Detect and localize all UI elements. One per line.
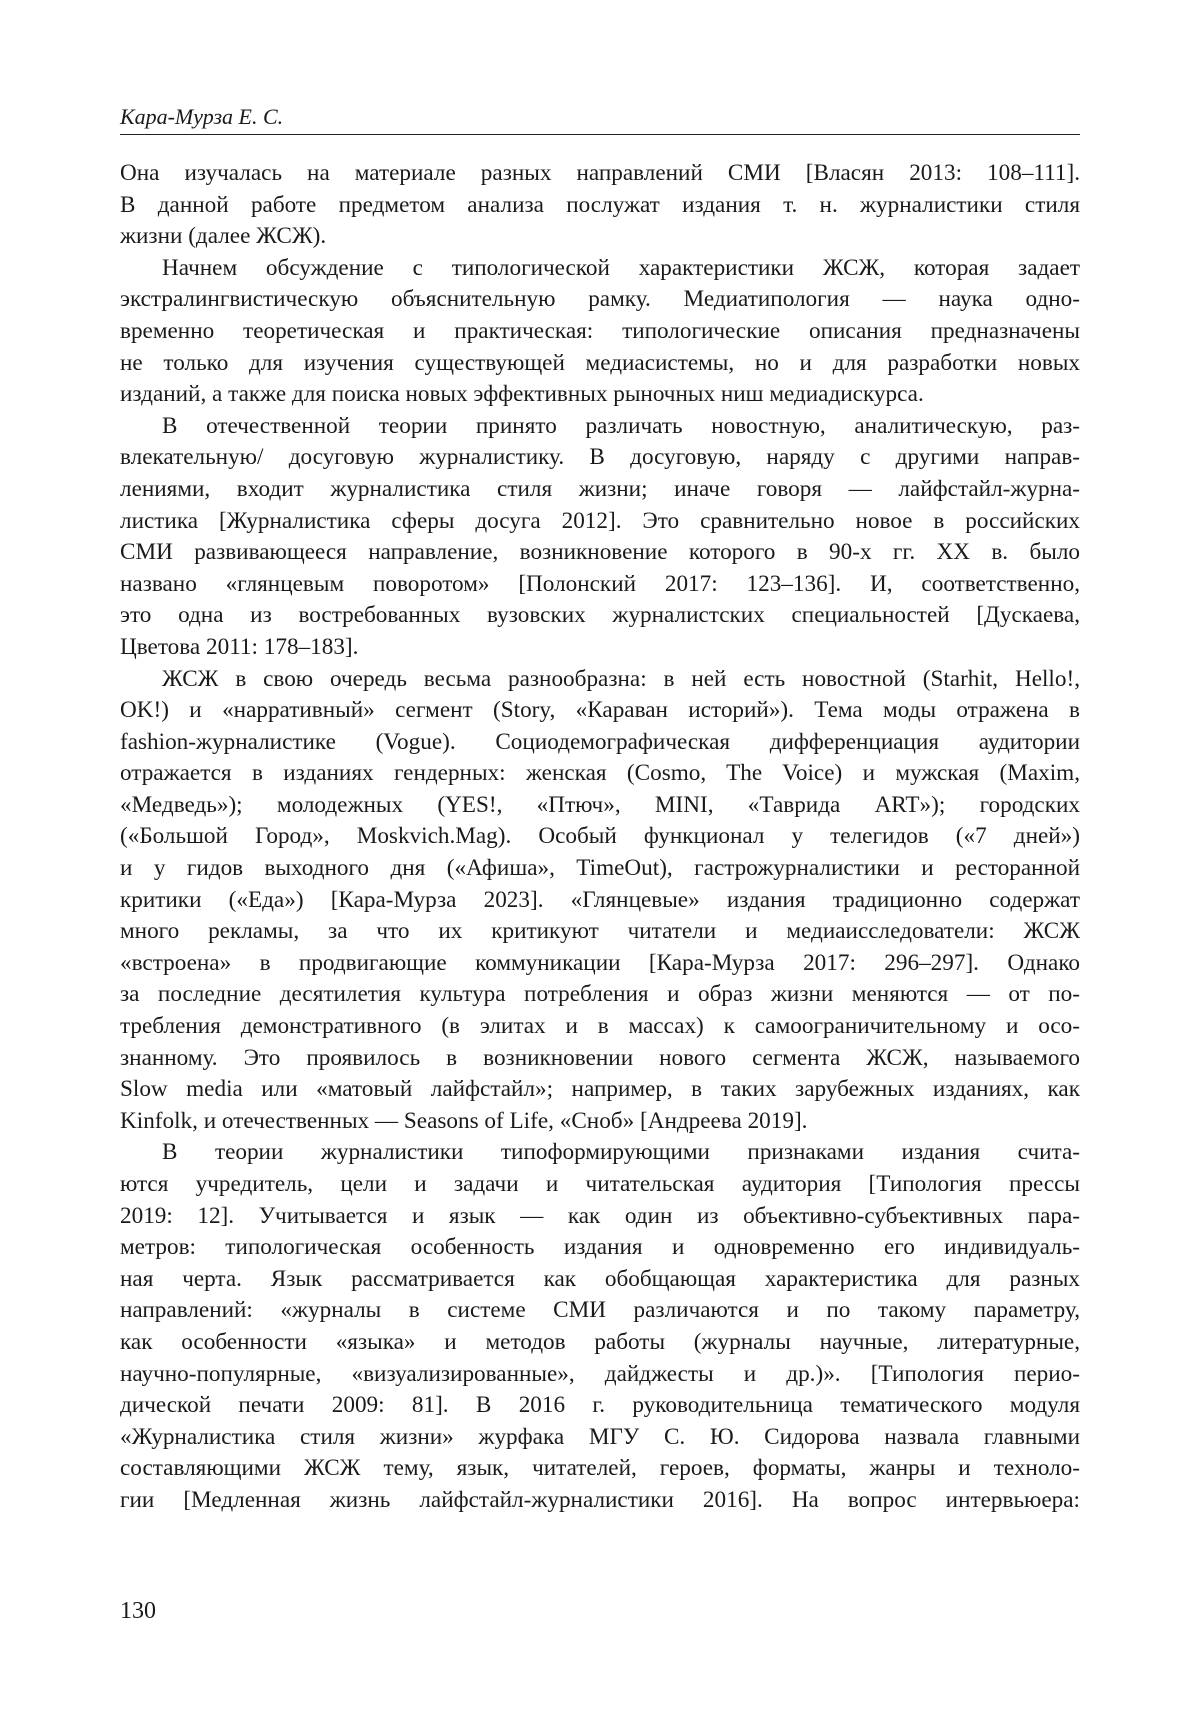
- text-line: как особенности «языка» и методов работы (журналы научные, литературные,: [120, 1328, 1080, 1355]
- text-line: временно теоретическая и практическая: типологические описания предназначены: [120, 317, 1080, 344]
- running-head: Кара-Мурза Е. С.: [120, 104, 284, 129]
- text-line: дической печати 2009: 81]. В 2016 г. руководительница тематического модуля: [120, 1392, 1080, 1419]
- text-line: «Журналистика стиля жизни» журфака МГУ С. Ю. Сидорова назвала главными: [120, 1423, 1080, 1450]
- text-line: листика [Журналистика сферы досуга 2012]. Это сравнительно новое в российских: [120, 507, 1080, 534]
- text-line: В данной работе предметом анализа послужат издания т. н. журналистики стиля: [120, 191, 1080, 218]
- text-line: OK!) и «нарративный» сегмент (Story, «Караван историй»). Тема моды отражена в: [120, 697, 1080, 724]
- text-line: ЖСЖ в свою очередь весьма разнообразна: в ней есть новостной (Starhit, Hello!,: [162, 665, 1080, 692]
- text-line: изданий, а также для поиска новых эффективных рыночных ниш медиадискурса.: [120, 381, 924, 408]
- header-rule: [120, 134, 1080, 135]
- text-line: СМИ развивающееся направление, возникновение которого в 90-х гг. XX в. было: [120, 539, 1080, 566]
- text-line: Slow media или «матовый лайфстайл»; например, в таких зарубежных изданиях, как: [120, 1076, 1080, 1103]
- text-line: влекательную/ досуговую журналистику. В досуговую, наряду с другими направ-: [120, 444, 1080, 471]
- page-number: 130: [120, 1598, 156, 1624]
- text-line: названо «глянцевым поворотом» [Полонский 2017: 123–136]. И, соответственно,: [120, 570, 1080, 597]
- text-line: метров: типологическая особенность издания и одновременно его индивидуаль-: [120, 1234, 1080, 1261]
- text-line: за последние десятилетия культура потребления и образ жизни меняются — от по-: [120, 981, 1080, 1008]
- text-line: жизни (далее ЖСЖ).: [120, 223, 327, 250]
- text-line: («Большой Город», Moskvich.Mag). Особый функционал у телегидов («7 дней»): [120, 823, 1080, 850]
- text-line: Цветова 2011: 178–183].: [120, 633, 359, 660]
- text-line: много рекламы, за что их критикуют читатели и медиаисследователи: ЖСЖ: [120, 918, 1080, 945]
- text-line: ются учредитель, цели и задачи и читательская аудитория [Типология прессы: [120, 1171, 1080, 1197]
- text-line: «встроена» в продвигающие коммуникации [Кара-Мурза 2017: 296–297]. Однако: [120, 949, 1080, 976]
- text-line: 2019: 12]. Учитывается и язык — как один из объективно-субъективных пара-: [120, 1202, 1080, 1229]
- text-line: экстралингвистическую объяснительную рамку. Медиатипология — наука одно-: [120, 286, 1080, 313]
- text-line: «Медведь»); молодежных (YES!, «Птюч», MINI, «Таврида ART»); городских: [120, 791, 1080, 818]
- text-line: ная черта. Язык рассматривается как обобщающая характеристика для разных: [120, 1265, 1080, 1292]
- text-line: и у гидов выходного дня («Афиша», TimeOut), гастрожурналистики и ресторанной: [120, 855, 1080, 882]
- text-line: знанному. Это проявилось в возникновении нового сегмента ЖСЖ, называемого: [120, 1044, 1080, 1071]
- text-line: Она изучалась на материале разных направлений СМИ [Власян 2013: 108–111].: [120, 160, 1080, 186]
- body-text: [120, 158, 1080, 1517]
- text-line: отражается в изданиях гендерных: женская (Cosmo, The Voice) и мужская (Maxim,: [120, 760, 1080, 787]
- text-line: критики («Еда») [Кара-Мурза 2023]. «Глянцевые» издания традиционно содержат: [120, 886, 1080, 913]
- text-line: гии [Медленная жизнь лайфстайл-журналистики 2016]. На вопрос интервьюера:: [120, 1486, 1080, 1513]
- text-line: составляющими ЖСЖ тему, язык, читателей, героев, форматы, жанры и техноло-: [120, 1455, 1080, 1482]
- text-line: лениями, входит журналистика стиля жизни; иначе говоря — лайфстайл-журна-: [120, 475, 1080, 502]
- text-line: научно-популярные, «визуализированные», дайджесты и др.)». [Типология перио-: [120, 1360, 1080, 1387]
- text-line: fashion-журналистике (Vogue). Социодемографическая дифференциация аудитории: [120, 728, 1080, 755]
- text-line: В теории журналистики типоформирующими признаками издания счита-: [162, 1139, 1080, 1166]
- text-line: Kinfolk, и отечественных — Seasons of Life, «Сноб» [Андреева 2019].: [120, 1107, 808, 1134]
- text-line: направлений: «журналы в системе СМИ различаются и по такому параметру,: [120, 1297, 1080, 1324]
- text-line: В отечественной теории принято различать новостную, аналитическую, раз-: [162, 412, 1080, 439]
- text-line: это одна из востребованных вузовских журналистских специальностей [Дускаева,: [120, 602, 1080, 629]
- text-line: Начнем обсуждение с типологической характеристики ЖСЖ, которая задает: [162, 254, 1080, 281]
- text-line: требления демонстративного (в элитах и в массах) к самоограничительному и осо-: [120, 1013, 1080, 1040]
- text-line: не только для изучения существующей медиасистемы, но и для разработки новых: [120, 349, 1080, 376]
